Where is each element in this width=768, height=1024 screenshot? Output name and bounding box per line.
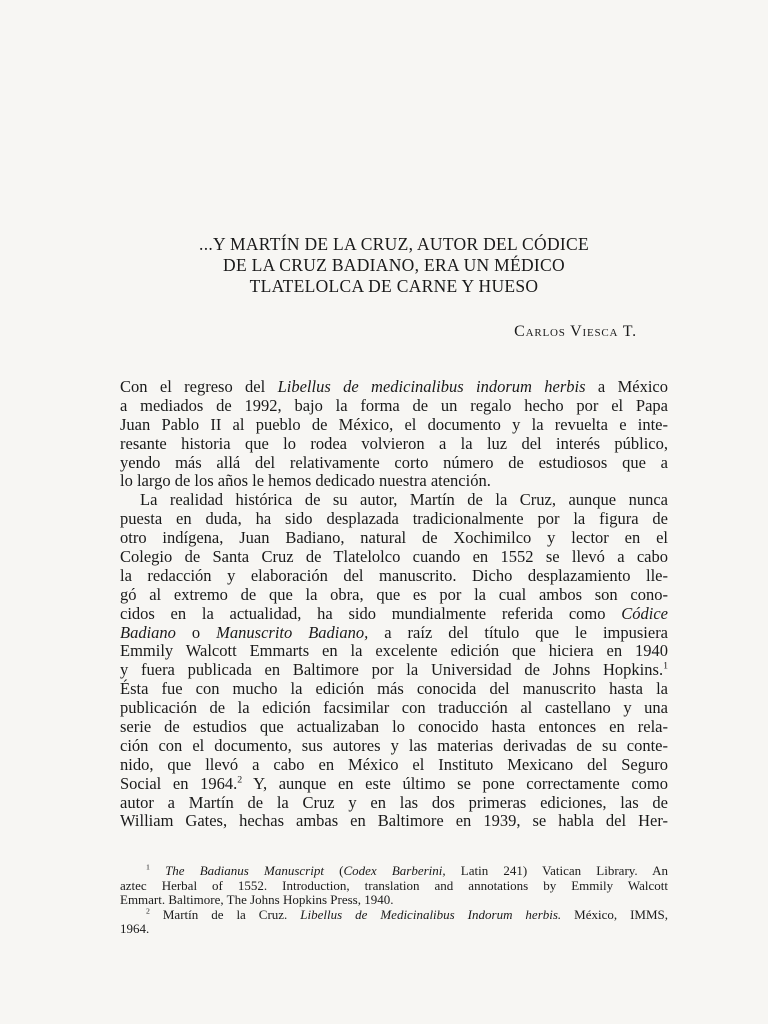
body-line: Colegio de Santa Cruz de Tlatelolco cuando en 1552 se llevó a cabo xyxy=(120,547,668,567)
body-line: autor a Martín de la Cruz y en las dos primeras ediciones, las de xyxy=(120,792,668,812)
footnote-ref: 1 xyxy=(663,660,668,672)
footnote-line: aztec Herbal of 1552. Introduction, translation and annotations by Emmily Walcott xyxy=(120,877,668,893)
article-title xyxy=(120,234,668,297)
body-line: Social en 1964.$^2$ Y, aunque en este último se pone correctamente como xyxy=(120,773,668,793)
body-line: Juan Pablo II al pueblo de México, el documento y la revuelta e inte- xyxy=(120,414,668,434)
italic-title: Códice xyxy=(621,603,668,623)
footnote-ref: 2 xyxy=(237,774,243,786)
title-line: TLATELOLCA DE CARNE Y HUESO xyxy=(249,276,539,296)
body-line: a mediados de 1992, bajo la forma de un regalo hecho por el Papa xyxy=(120,395,668,415)
body-line: Con el regreso del Libellus de medicinalibus indorum herbis a México xyxy=(120,377,668,396)
body-line: puesta en duda, ha sido desplazada tradicionalmente por la figura de xyxy=(120,509,668,529)
italic-title: Libellus de medicinalibus indorum herbis xyxy=(277,377,586,396)
footnote-line: Emmart. Baltimore, The Johns Hopkins Press, 1940. xyxy=(120,892,394,908)
body-line: Emmily Walcott Emmarts en la excelente edición que hiciera en 1940 xyxy=(120,641,668,661)
title-line: DE LA CRUZ BADIANO, ERA UN MÉDICO xyxy=(223,255,565,275)
body-line: y fuera publicada en Baltimore por la Universidad de Johns Hopkins.$^1$ xyxy=(120,660,668,680)
footnotes xyxy=(120,864,668,937)
body-line: William Gates, hechas ambas en Baltimore en 1939, se habla del Her- xyxy=(120,811,668,831)
body-line: la redacción y elaboración del manuscrito. Dicho desplazamiento lle- xyxy=(120,565,668,585)
title-line: ...Y MARTÍN DE LA CRUZ, AUTOR DEL CÓDICE xyxy=(199,234,589,254)
body-line: lo largo de los años le hemos dedicado nuestra atención. xyxy=(120,471,491,491)
body-line: serie de estudios que actualizaban lo conocido hasta entonces en rela- xyxy=(120,717,668,737)
body-line: yendo más allá del relativamente corto número de estudiosos que a xyxy=(120,452,668,472)
author-name: Carlos Viesca T. xyxy=(514,323,637,340)
body-line: nido, que llevó a cabo en México el Instituto Mexicano del Seguro xyxy=(120,754,668,774)
body-line: Badiano o Manuscrito Badiano, a raíz del título que le impusiera xyxy=(120,622,669,642)
italic-title: Manuscrito Badiano, xyxy=(216,622,369,642)
body-line: otro indígena, Juan Badiano, natural de Xochimilco y lector en el xyxy=(120,528,668,548)
footnote-line: $^2$ Martín de la Cruz. Libellus de Medicinalibus Indorum herbis. México, IMMS, xyxy=(146,906,668,922)
footnote-line: $^1$ The Badianus Manuscript (Codex Barberini, Latin 241) Vatican Library. An xyxy=(146,862,669,878)
body-line: cidos en la actualidad, ha sido mundialmente referida como Códice xyxy=(120,603,668,623)
body-line: publicación de la edición facsimilar con traducción al castellano y una xyxy=(120,698,668,718)
body-line: resante historia que lo rodea volvieron a la luz del interés público, xyxy=(120,433,668,453)
body-line: La realidad histórica de su autor, Martín de la Cruz, aunque nunca xyxy=(140,490,668,510)
italic-title: Badiano xyxy=(120,622,176,642)
body-text xyxy=(120,378,668,831)
body-line: Ésta fue con mucho la edición más conocida del manuscrito hasta la xyxy=(120,679,668,699)
body-line: gó al extremo de que la obra, que es por la cual ambos son cono- xyxy=(120,584,668,604)
footnote-line: 1964. xyxy=(120,921,150,937)
body-line: ción con el documento, sus autores y las materias derivadas de su conte- xyxy=(120,735,668,755)
